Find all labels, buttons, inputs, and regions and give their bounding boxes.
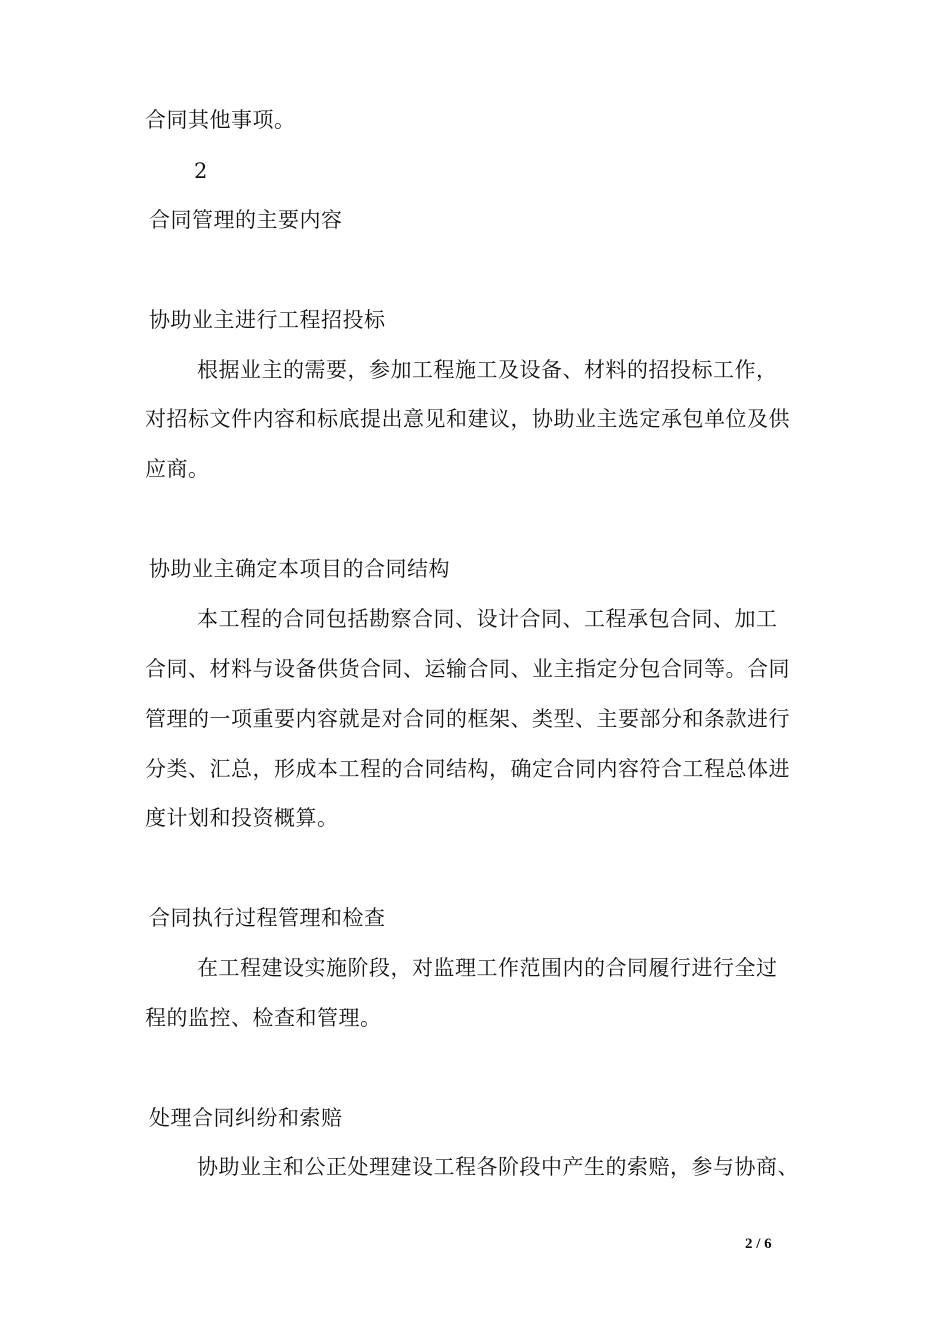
- page-number: 2 / 6: [745, 1236, 772, 1252]
- subsection-heading: 协助业主进行工程招投标: [149, 308, 386, 332]
- paragraph-line: 合同、材料与设备供货合同、运输合同、业主指定分包合同等。合同: [145, 657, 790, 681]
- subsection-heading: 处理合同纠纷和索赔: [149, 1106, 343, 1130]
- section-heading: 合同管理的主要内容: [149, 208, 343, 232]
- paragraph-line: 管理的一项重要内容就是对合同的框架、类型、主要部分和条款进行: [145, 707, 790, 731]
- paragraph-line: 本工程的合同包括勘察合同、设计合同、工程承包合同、加工: [197, 607, 778, 631]
- subsection-heading: 协助业主确定本项目的合同结构: [149, 557, 450, 581]
- paragraph-line: 应商。: [145, 457, 210, 481]
- paragraph-line: 程的监控、检查和管理。: [145, 1006, 382, 1030]
- paragraph-line: 对招标文件内容和标底提出意见和建议，协助业主选定承包单位及供: [145, 407, 790, 431]
- paragraph-line: 在工程建设实施阶段，对监理工作范围内的合同履行进行全过: [197, 956, 778, 980]
- paragraph-line: 协助业主和公正处理建设工程各阶段中产生的索赔，参与协商、: [197, 1155, 799, 1179]
- paragraph-line: 合同其他事项。: [145, 108, 296, 132]
- paragraph-line: 根据业主的需要，参加工程施工及设备、材料的招投标工作，: [197, 358, 778, 382]
- paragraph-line: 度计划和投资概算。: [145, 806, 339, 830]
- subsection-heading: 合同执行过程管理和检查: [149, 906, 386, 930]
- section-number: 2: [194, 159, 208, 183]
- paragraph-line: 分类、汇总，形成本工程的合同结构，确定合同内容符合工程总体进: [145, 757, 790, 781]
